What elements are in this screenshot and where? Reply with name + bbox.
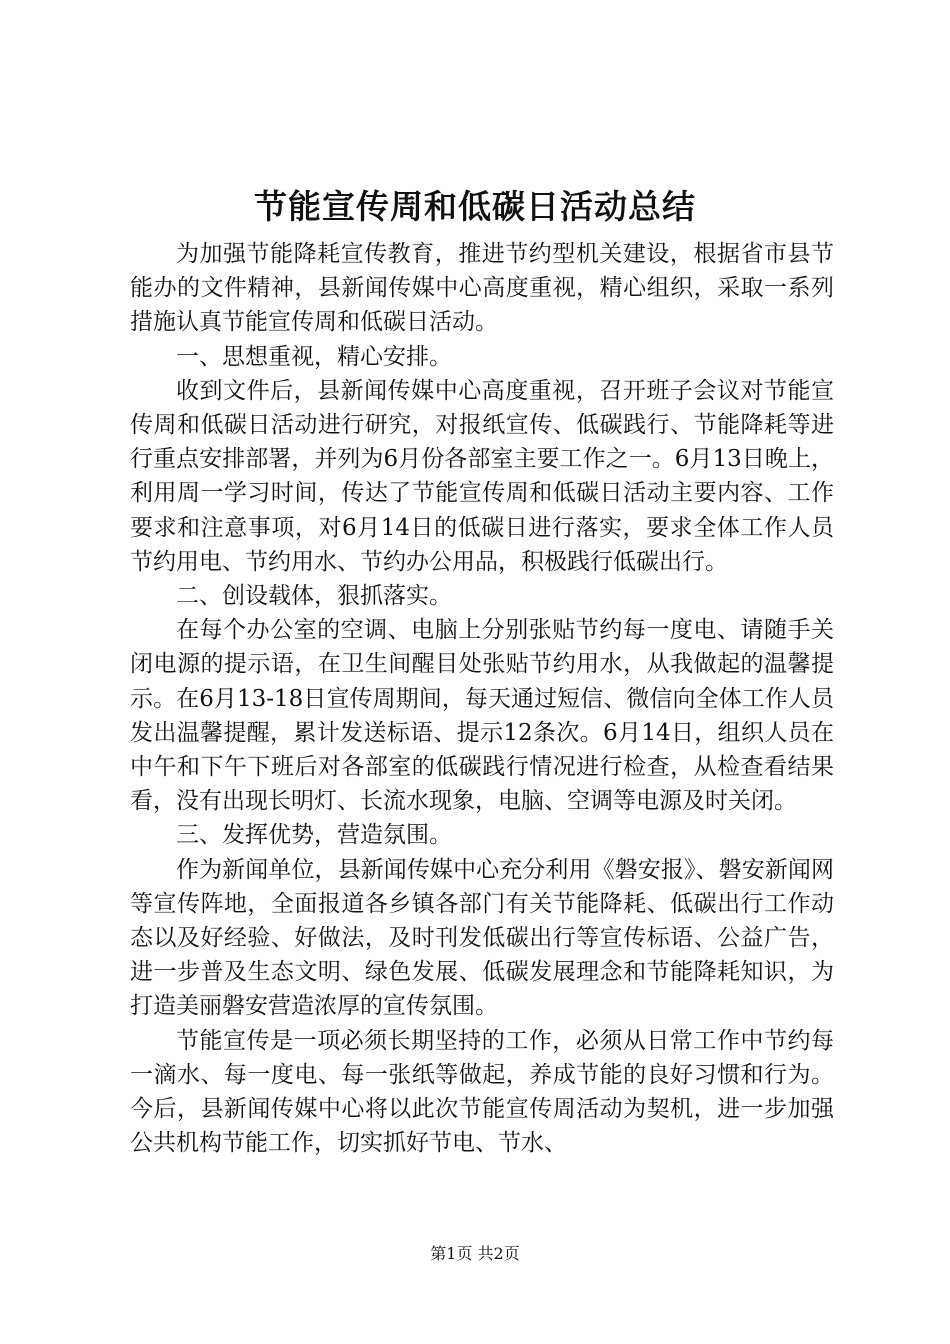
document-body (130, 237, 834, 1160)
section-heading-2: 二、创设载体，狠抓落实。 (176, 583, 452, 610)
section-1-paragraph: 收到文件后，县新闻传媒中心高度重视，召开班子会议对节能宣传周和低碳日活动进行研究，对报纸宣传、低碳践行、节能降耗等进行重点安排部署，并列为6月份各部室主要工作之一。6月13日晚上，利用周一学习时间，传达了节能宣传周和低碳日活动主要内容、工作要求和注意事项，对6月14日的低碳日进行落实，要求全体工作人员节约用电、节约用水、节约办公用品，积极践行低碳出行。 (130, 377, 834, 575)
section-heading-1: 一、思想重视，精心安排。 (176, 343, 452, 370)
section-3-paragraph: 作为新闻单位，县新闻传媒中心充分利用《磐安报》、磐安新闻网等宣传阵地，全面报道各乡镇各部门有关节能降耗、低碳出行工作动态以及好经验、好做法，及时刊发低碳出行等宣传标语、公益广告，进一步普及生态文明、绿色发展、低碳发展理念和节能降耗知识，为打造美丽磐安营造浓厚的宣传氛围。 (130, 856, 834, 1020)
intro-paragraph: 为加强节能降耗宣传教育，推进节约型机关建设，根据省市县节能办的文件精神，县新闻传媒中心高度重视，精心组织，采取一系列措施认真节能宣传周和低碳日活动。 (130, 241, 834, 336)
closing-paragraph: 节能宣传是一项必须长期坚持的工作，必须从日常工作中节约每一滴水、每一度电、每一张纸等做起，养成节能的良好习惯和行为。今后，县新闻传媒中心将以此次节能宣传周活动为契机，进一步加强公共机构节能工作，切实抓好节电、节水、 (130, 1027, 834, 1157)
section-2-paragraph: 在每个办公室的空调、电脑上分别张贴节约每一度电、请随手关闭电源的提示语，在卫生间醒目处张贴节约用水，从我做起的温馨提示。在6月13-18日宣传周期间，每天通过短信、微信向全体工作人员发出温馨提醒，累计发送标语、提示12条次。6月14日，组织人员在中午和下午下班后对各部室的低碳践行情况进行检查，从检查看结果看，没有出现长明灯、长流水现象，电脑、空调等电源及时关闭。 (130, 617, 834, 815)
document-title: 节能宣传周和低碳日活动总结 (254, 187, 696, 226)
page-footer: 第1页 共2页 (430, 1244, 520, 1263)
section-heading-3: 三、发挥优势，营造氛围。 (176, 822, 452, 849)
